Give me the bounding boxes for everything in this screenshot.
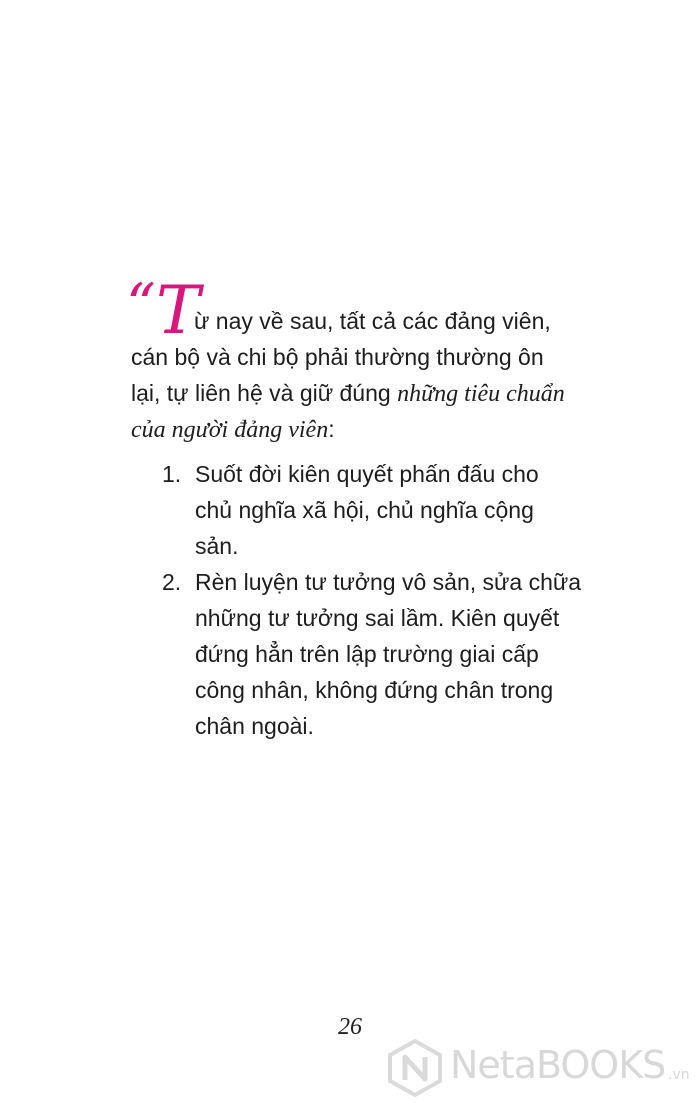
watermark	[386, 1036, 696, 1100]
list-item-line: Suốt đời kiên quyết phấn đấu cho	[195, 461, 539, 487]
quote-line-1: ừ nay về sau, tất cả các đảng viên,	[194, 308, 551, 334]
watermark-brand: NetaBOOKS	[450, 1043, 666, 1087]
quote-line-4-italic: của người đảng viên	[131, 417, 329, 443]
quote-line-4-plain: :	[328, 416, 335, 442]
netabooks-logo-icon	[386, 1038, 444, 1098]
list-item-number: 1.	[162, 461, 182, 487]
list-item-line: công nhân, không đứng chân trong	[195, 677, 554, 703]
open-quote-mark: “	[126, 271, 156, 339]
quote-line-2: cán bộ và chi bộ phải thường thường ôn	[131, 344, 544, 370]
quote-line-3	[131, 382, 565, 406]
watermark-suffix: .vn	[668, 1067, 690, 1083]
quote-line-4	[131, 418, 335, 442]
list-item-number: 2.	[162, 569, 182, 595]
quote-line-3-italic: những tiêu chuẩn	[397, 381, 565, 407]
quote-line-3-plain: lại, tự liên hệ và giữ đúng	[131, 380, 398, 406]
list-item-line: chủ nghĩa xã hội, chủ nghĩa cộng	[195, 497, 534, 523]
list-item-line: đứng hẳn trên lập trường giai cấp	[195, 641, 539, 667]
list-item-line: những tư tưởng sai lầm. Kiên quyết	[195, 605, 560, 631]
page-number: 26	[338, 1014, 362, 1040]
drop-cap-letter: T	[156, 272, 201, 349]
list-item-line: sản.	[195, 533, 239, 559]
list-item-line: Rèn luyện tư tưởng vô sản, sửa chữa	[195, 569, 582, 595]
list-item-line: chân ngoài.	[195, 713, 314, 739]
